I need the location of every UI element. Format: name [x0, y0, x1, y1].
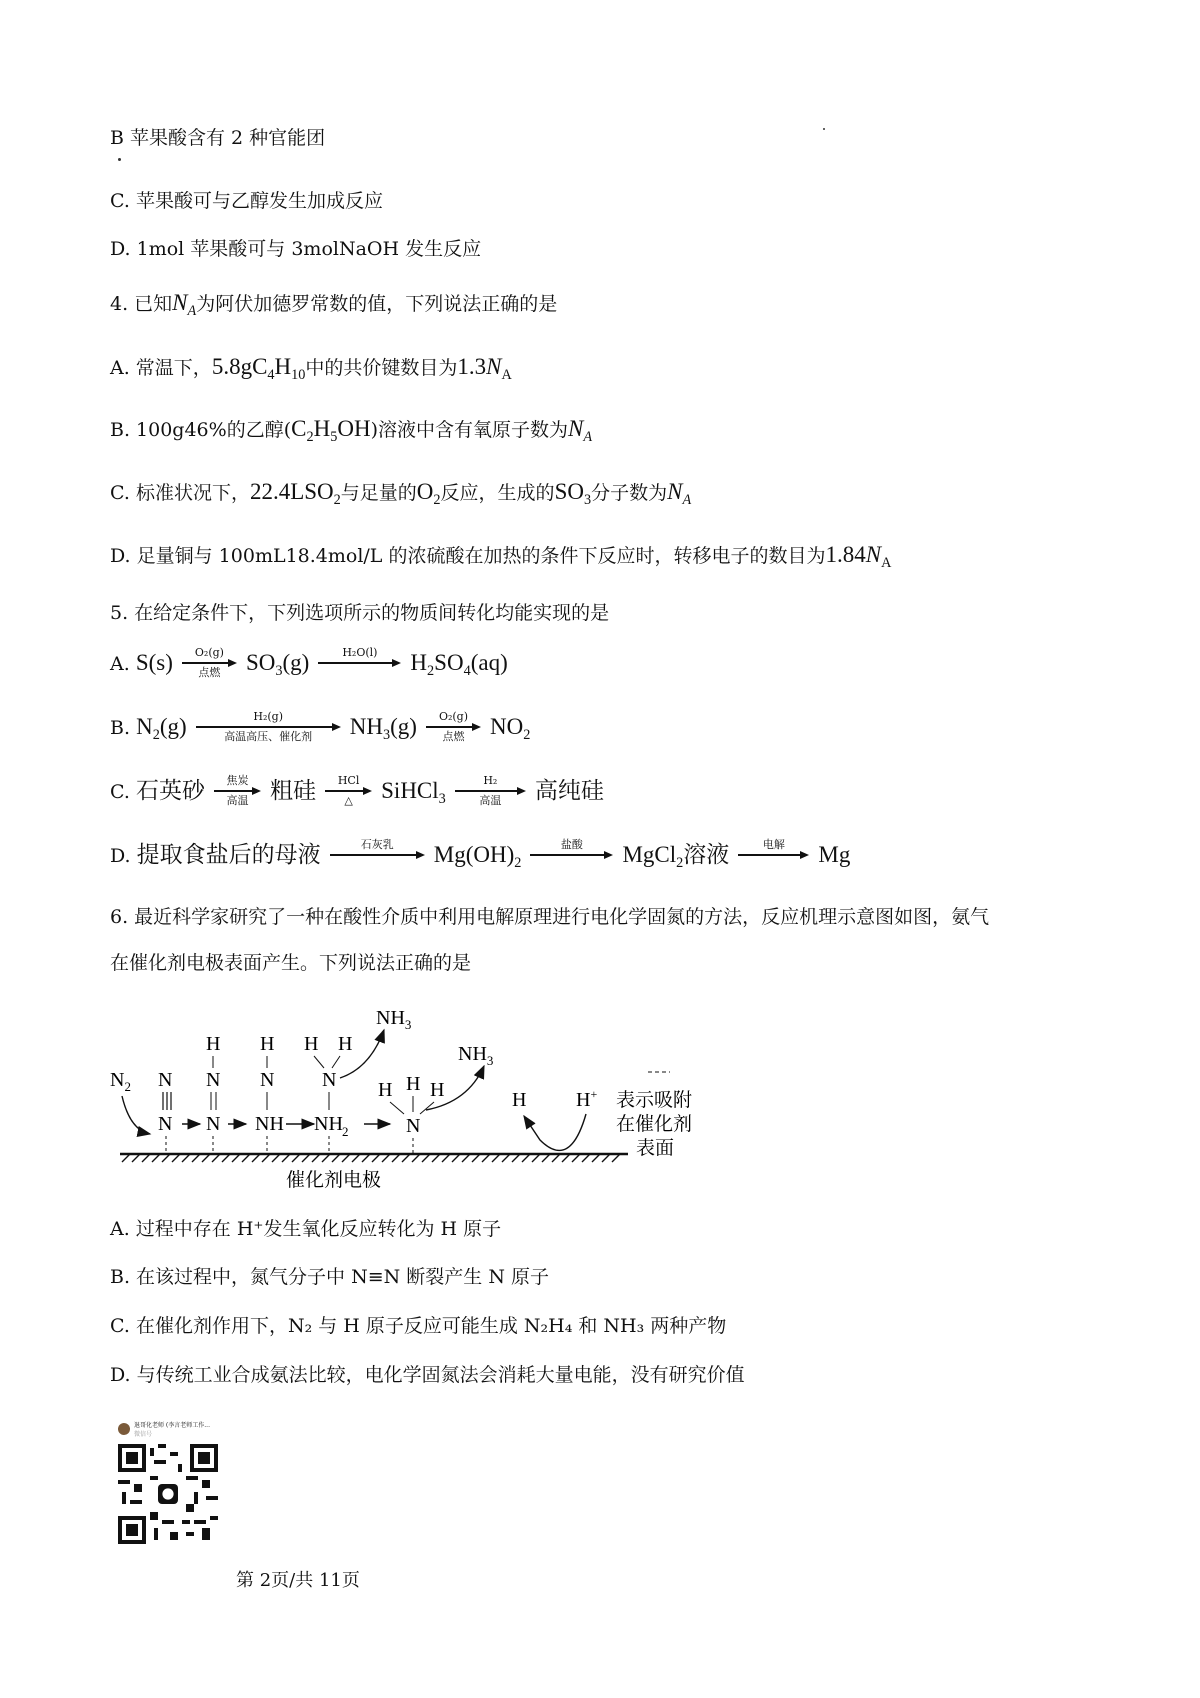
h-atom-label: H — [512, 1089, 527, 1111]
q4-d-value: $1.84N_A$ — [825, 542, 892, 571]
q4-a-mid: 中的共价键数目为 — [305, 357, 458, 379]
q4-c-mid3: 分子数为 — [591, 482, 668, 504]
q4-c-prefix: C. 标准状况下， — [110, 482, 250, 504]
reaction-arrow: H₂ 高温 — [455, 775, 526, 807]
svg-text:H: H — [406, 1073, 421, 1095]
svg-text:N: N — [158, 1069, 173, 1091]
qr-sub: 微信号 — [134, 1431, 153, 1438]
svg-text:NH: NH — [255, 1113, 284, 1135]
na-symbol: $N_A$ — [667, 479, 692, 508]
na-symbol: $N_A$ — [172, 290, 197, 319]
q3-option-c: C. 苹果酸可与乙醇发生加成反应 — [110, 190, 383, 212]
legend-line-2: 在催化剂 — [616, 1113, 693, 1135]
stray-dot — [118, 158, 121, 161]
q6-option-a: A. 过程中存在 H⁺发生氧化反应转化为 H 原子 — [110, 1218, 502, 1240]
q3-option-b: B 苹果酸含有 2 种官能团 — [110, 127, 326, 149]
mechanism-diagram — [100, 1010, 780, 1200]
svg-text:H: H — [378, 1079, 393, 1101]
q5-option-d: D. 提取食盐后的母液 石灰乳 $Mg(OH)_2$ 盐酸 MgCl$_2$溶液 电解 Mg — [110, 838, 851, 871]
q4-a-value: $1.3N_A$ — [457, 354, 512, 383]
qr-caption: 退哥化老师 (李言老师工作... — [134, 1422, 210, 1429]
q5-d-label: D. — [110, 845, 131, 867]
reaction-arrow: 电解 — [738, 839, 809, 871]
ethanol-formula: $C_2H_5OH$ — [291, 416, 371, 445]
svg-text:N: N — [206, 1069, 221, 1091]
q4-option-a — [110, 352, 512, 390]
q4-b-prefix: B. 100g46%的乙醇( — [110, 419, 292, 441]
q5-option-b: B. $N_2(g)$ H₂(g) 高温高压、催化剂 $NH_3(g)$ O₂(g) 点燃 $NO_2$ — [110, 710, 531, 743]
q5-option-a: A. S(s) O₂(g) 点燃 $SO_3(g)$ H₂O(l) $H_2SO_4(aq)$ — [110, 646, 508, 679]
reaction-arrow: O₂(g) 点燃 — [426, 711, 481, 743]
q5-stem: 5. 在给定条件下，下列选项所示的物质间转化均能实现的是 — [110, 602, 610, 624]
reaction-arrow: H₂(g) 高温高压、催化剂 — [196, 711, 341, 743]
svg-text:N: N — [322, 1069, 337, 1091]
o2-formula: $O_2$ — [416, 479, 441, 508]
svg-text:H: H — [430, 1079, 445, 1101]
na-symbol: $N_A$ — [568, 416, 593, 445]
q5-option-c: C. 石英砂 焦炭 高温 粗硅 HCl △ SiHCl$_3$ H₂ 高温 高纯硅 — [110, 774, 604, 807]
reaction-arrow: 石灰乳 — [330, 839, 425, 871]
q4-option-b — [110, 414, 592, 452]
q4-c-mid2: 反应，生成的 — [440, 482, 555, 504]
reaction-arrow: HCl △ — [325, 775, 372, 807]
qr-code-block — [118, 1420, 218, 1548]
legend-line-3: 表面 — [636, 1137, 675, 1159]
q5-a-label: A. — [110, 653, 130, 675]
svg-text:H: H — [260, 1033, 275, 1055]
q6-option-d: D. 与传统工业合成氨法比较，电化学固氮法会消耗大量电能，没有研究价值 — [110, 1364, 745, 1386]
svg-text:N: N — [158, 1113, 173, 1135]
q4-b-suffix: )溶液中含有氧原子数为 — [370, 419, 568, 441]
nh3-product-1: $NH_3$ — [376, 1010, 412, 1032]
svg-text:N: N — [406, 1115, 421, 1137]
q4-stem-suffix: 为阿伏加德罗常数的值，下列说法正确的是 — [196, 293, 558, 315]
nh3-product-2: $NH_3$ — [458, 1043, 494, 1068]
svg-text:2: 2 — [342, 1124, 349, 1139]
svg-text:NH: NH — [314, 1113, 343, 1135]
n2-label: $N_2$ — [110, 1069, 131, 1094]
q4-option-d — [110, 540, 891, 578]
q4-a-prefix: A. 常温下， — [110, 357, 212, 379]
stray-dot — [823, 128, 825, 130]
avatar — [118, 1423, 130, 1435]
q4-stem-prefix: 4. 已知 — [110, 293, 173, 315]
reaction-arrow: O₂(g) 点燃 — [182, 647, 237, 679]
q4-stem — [110, 288, 557, 326]
q4-option-c — [110, 477, 691, 515]
page-number: 第 2页/共 11页 — [236, 1570, 360, 1591]
reaction-arrow: H₂O(l) — [318, 647, 401, 679]
electrode-label: 催化剂电极 — [286, 1169, 382, 1191]
reaction-arrow: 盐酸 — [530, 839, 613, 871]
q4-d-prefix: D. 足量铜与 100mL18.4mol/L 的浓硫酸在加热的条件下反应时，转移电子的数目为 — [110, 545, 826, 567]
q6-option-b: B. 在该过程中，氮气分子中 N≡N 断裂产生 N 原子 — [110, 1266, 549, 1288]
q5-c-label: C. — [110, 781, 130, 803]
svg-text:N: N — [206, 1113, 221, 1135]
qr-code — [118, 1444, 218, 1544]
q6-stem-1: 6. 最近科学家研究了一种在酸性介质中利用电解原理进行电化学固氮的方法，反应机理示意图如图，氨气 — [110, 906, 990, 928]
q4-a-formula: $5.8gC_4H_{10}$ — [211, 354, 306, 383]
h-plus-label: H+ — [576, 1087, 598, 1111]
q6-stem-2: 在催化剂电极表面产生。下列说法正确的是 — [110, 952, 472, 974]
svg-text:H: H — [304, 1033, 319, 1055]
q6-option-c: C. 在催化剂作用下，N₂ 与 H 原子反应可能生成 N₂H₄ 和 NH₃ 两种产物 — [110, 1315, 727, 1337]
q5-b-label: B. — [110, 717, 131, 739]
svg-text:H: H — [338, 1033, 353, 1055]
so2-formula: $22.4LSO_2$ — [249, 479, 341, 508]
so3-formula: $SO_3$ — [554, 479, 592, 508]
q3-option-d: D. 1mol 苹果酸可与 3molNaOH 发生反应 — [110, 238, 482, 260]
svg-text:H: H — [206, 1033, 221, 1055]
q4-c-mid1: 与足量的 — [340, 482, 417, 504]
svg-text:N: N — [260, 1069, 275, 1091]
reaction-arrow: 焦炭 高温 — [214, 775, 261, 807]
legend-line-1: 表示吸附 — [616, 1089, 693, 1111]
